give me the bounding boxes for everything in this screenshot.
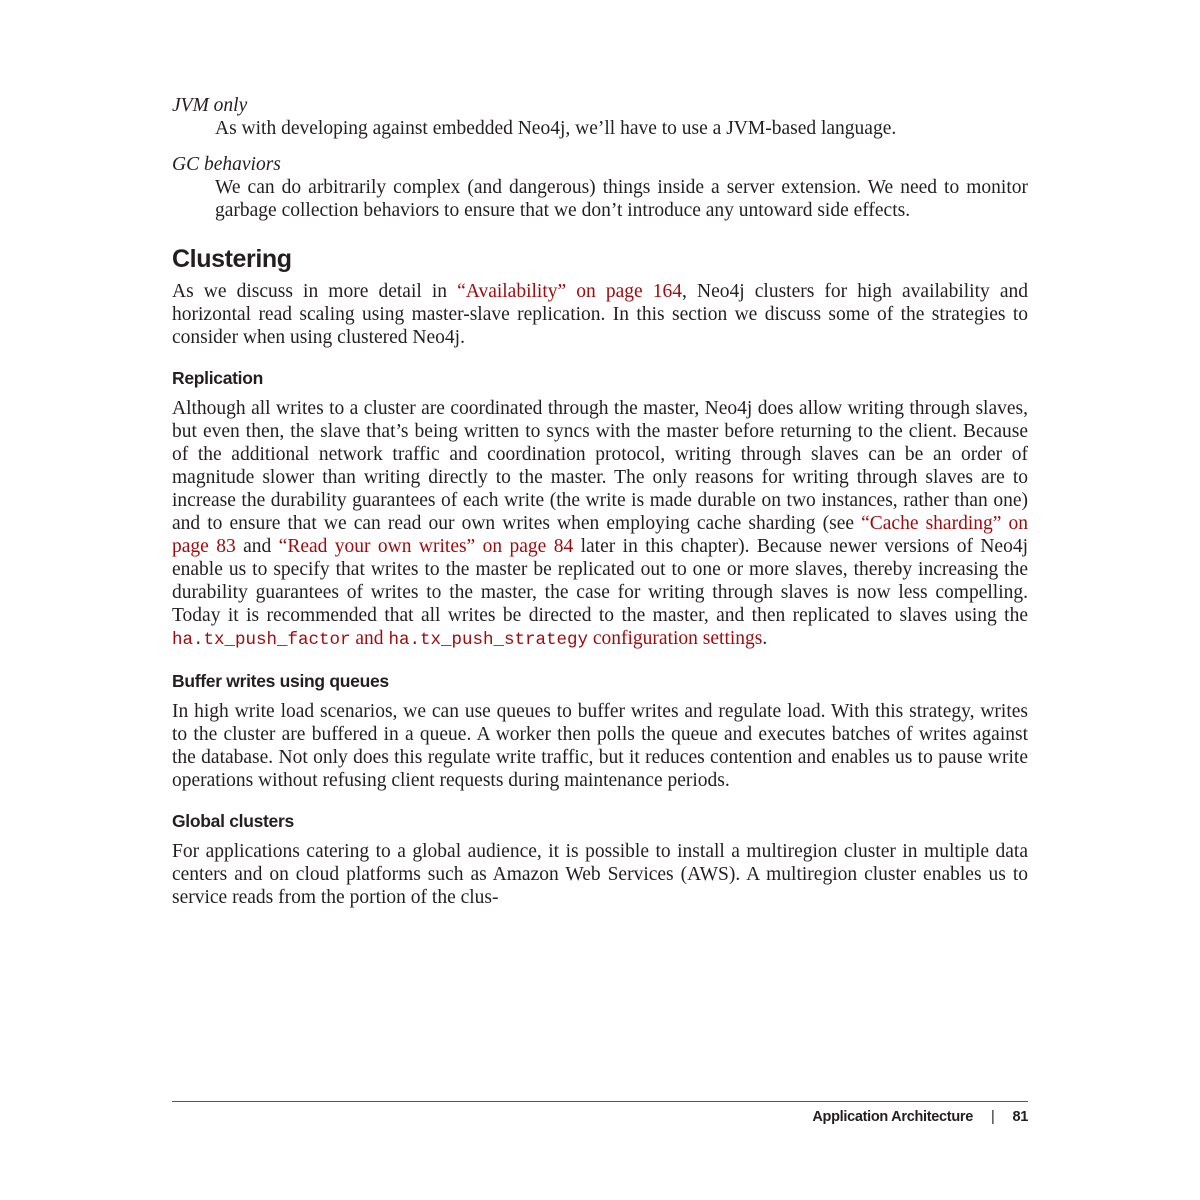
page-content [172, 94, 1028, 909]
footer-section-title: Application Architecture [812, 1109, 973, 1125]
tx-push-factor-code[interactable]: ha.tx_push_factor [172, 630, 351, 650]
intro-text-pre: As we discuss in more detail in [172, 281, 458, 302]
replication-paragraph [172, 397, 1028, 652]
replication-text-1: Although all writes to a cluster are coordinated through the master, Neo4j does allow writing through slaves, but even then, the slave that’s being written to syncs with the master before returning to the client. Because of the additional network traffic and coordination protocol, writing through slaves can be an order of magnitude slower than writing directly to the master. The only reasons for writing through slaves are to increase the durability guarantees of each write (the write is made durable on two instances, rather than one) and to ensure that we can read our own writes when employing cache sharding (see [172, 398, 1028, 534]
global-paragraph: For applications catering to a global audience, it is possible to install a multiregion cluster in multiple data centers and on cloud platforms such as Amazon Web Services (AWS). A multiregion cluster enables us to service reads from the portion of the clus- [172, 841, 1028, 908]
definition-item [172, 153, 1028, 222]
page-footer [172, 1101, 1028, 1125]
clustering-intro [172, 280, 1028, 349]
page-number: 81 [1012, 1109, 1028, 1125]
configuration-settings-link[interactable]: configuration settings [587, 628, 763, 649]
replication-end: . [762, 628, 768, 649]
definition-term: GC behaviors [172, 154, 281, 175]
tx-push-strategy-code[interactable]: ha.tx_push_strategy [388, 630, 588, 650]
read-your-own-writes-link[interactable]: “Read your own writes” on page 84 [278, 536, 574, 557]
definition-text: We can do arbitrarily complex (and dangerous) things inside a server extension. We need to monitor garbage collection behaviors to ensure that we don’t introduce any untoward side effects. [215, 177, 1028, 221]
replication-and-1: and [235, 536, 279, 557]
intro-text-post: , Neo4j clusters for high availability and horizontal read scaling using master-slave replication. In this section we discuss some of the strategies to consider when using clustered Neo4j. [172, 281, 1028, 348]
replication-and-2: and [350, 628, 389, 649]
buffer-paragraph: In high write load scenarios, we can use queues to buffer writes and regulate load. With this strategy, writes to the cluster are buffered in a queue. A worker then polls the queue and executes batches of writes against the database. Not only does this regulate write traffic, but it reduces contention and enables us to pause write operations without refusing client requests during maintenance periods. [172, 701, 1028, 791]
subheading-buffer-writes: Buffer writes using queues [172, 671, 389, 691]
cache-sharding-link[interactable]: “Cache sharding” on page 83 [172, 513, 1028, 557]
footer-separator: | [991, 1109, 995, 1125]
subheading-replication: Replication [172, 368, 264, 388]
subheading-global-clusters: Global clusters [172, 811, 294, 831]
definition-item [172, 94, 1028, 140]
replication-text-2: later in this chapter). Because newer versions of Neo4j enable us to specify that writes to the master be replicated out to one or more slaves, thereby increasing the durability guarantees of writes to the master, the case for writing through slaves is now less compelling. Today it is recommended that all writes be directed to the master, and then replicated to slaves using the [172, 536, 1029, 626]
definition-text: As with developing against embedded Neo4j, we’ll have to use a JVM-based language. [215, 118, 897, 139]
availability-link[interactable]: “Availability” on page 164 [457, 281, 683, 302]
section-heading-clustering: Clustering [172, 245, 292, 273]
definition-term: JVM only [172, 95, 248, 116]
